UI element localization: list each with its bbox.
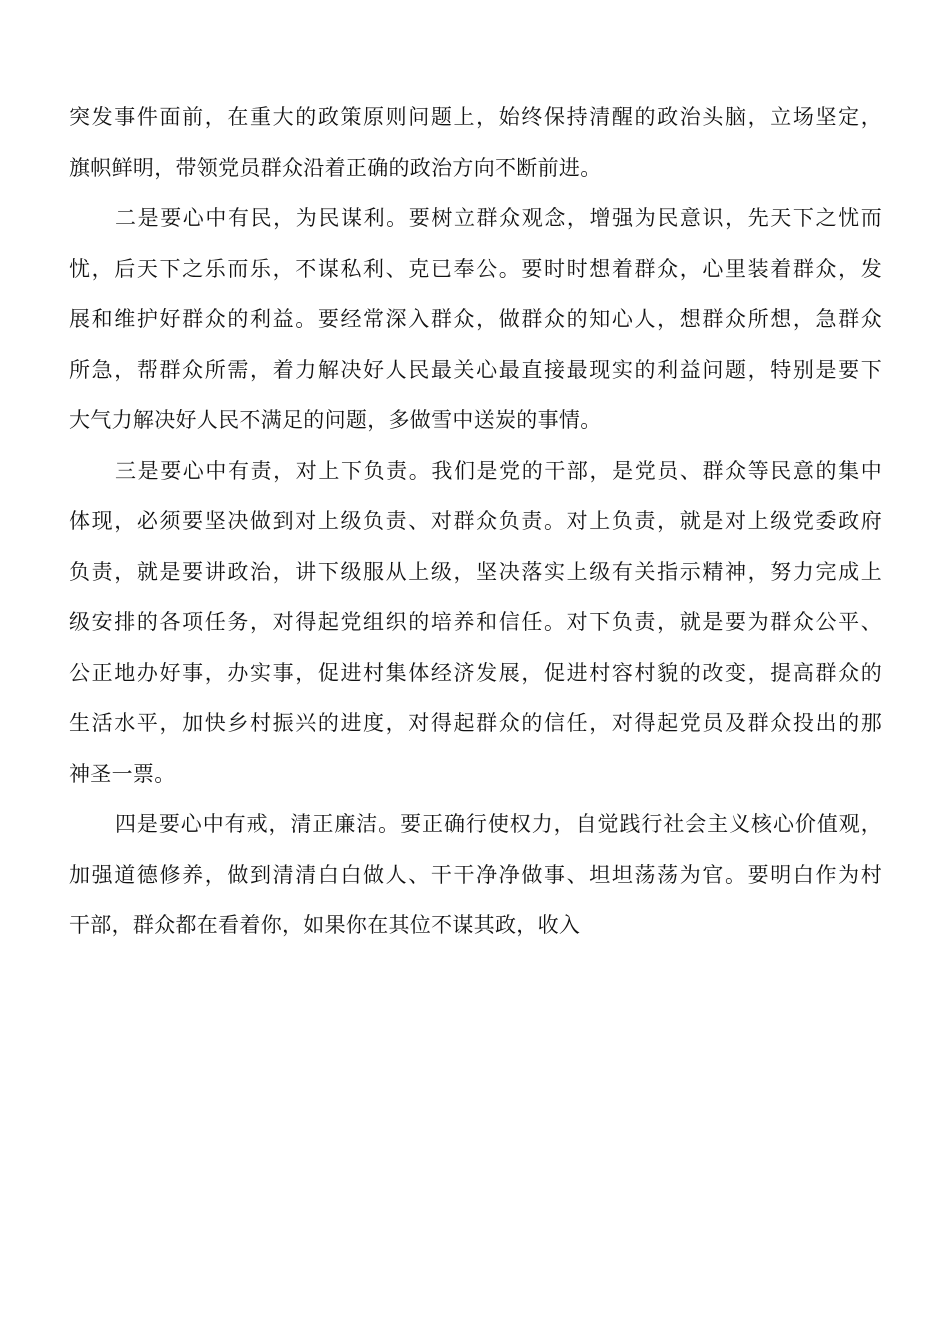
text-line: 神圣一票。 [69, 761, 176, 786]
text-line: 体现，必须要坚决做到对上级负责、对群众负责。对上负责，就是对上级党委政府 [69, 509, 882, 533]
text-line: 三是要心中有责，对上下负责。我们是党的干部，是党员、群众等民意的集中 [115, 458, 882, 483]
paragraph-point-three [69, 446, 882, 800]
text-line: 旗帜鲜明，带领党员群众沿着正确的政治方向不断前进。 [69, 155, 602, 180]
text-line: 突发事件面前，在重大的政策原则问题上，始终保持清醒的政治头脑，立场坚定， [69, 105, 882, 129]
text-line: 二是要心中有民，为民谋利。要树立群众观念，增强为民意识，先天下之忧而 [115, 206, 882, 230]
text-line: 负责，就是要讲政治，讲下级服从上级，坚决落实上级有关指示精神，努力完成上 [69, 559, 882, 584]
text-line: 大气力解决好人民不满足的问题，多做雪中送炭的事情。 [69, 408, 602, 432]
text-line: 级安排的各项任务，对得起党组织的培养和信任。对下负责，就是要为群众公平、 [69, 610, 882, 634]
text-line: 忧，后天下之乐而乐，不谋私利、克已奉公。要时时想着群众，心里装着群众，发 [69, 256, 882, 281]
document-body [69, 92, 882, 951]
text-line: 公正地办好事，办实事，促进村集体经济发展，促进村容村貌的改变，提高群众的 [69, 660, 882, 685]
text-line: 四是要心中有戒，清正廉洁。要正确行使权力，自觉践行社会主义核心价值观， [115, 812, 882, 836]
text-line: 干部，群众都在看着你，如果你在其位不谋其政，收入 [69, 913, 581, 937]
text-line: 加强道德修养，做到清清白白做人、干干净净做事、坦坦荡荡为官。要明白作为村 [69, 862, 882, 887]
paragraph-point-two [69, 193, 882, 446]
text-line: 生活水平，加快乡村振兴的进度，对得起群众的信任，对得起党员及群众投出的那 [69, 711, 882, 735]
paragraph-continuation [69, 92, 882, 193]
text-line: 所急，帮群众所需，着力解决好人民最关心最直接最现实的利益问题，特别是要下 [69, 357, 882, 382]
paragraph-point-four [69, 799, 882, 951]
text-line: 展和维护好群众的利益。要经常深入群众，做群众的知心人，想群众所想，急群众 [69, 307, 882, 331]
